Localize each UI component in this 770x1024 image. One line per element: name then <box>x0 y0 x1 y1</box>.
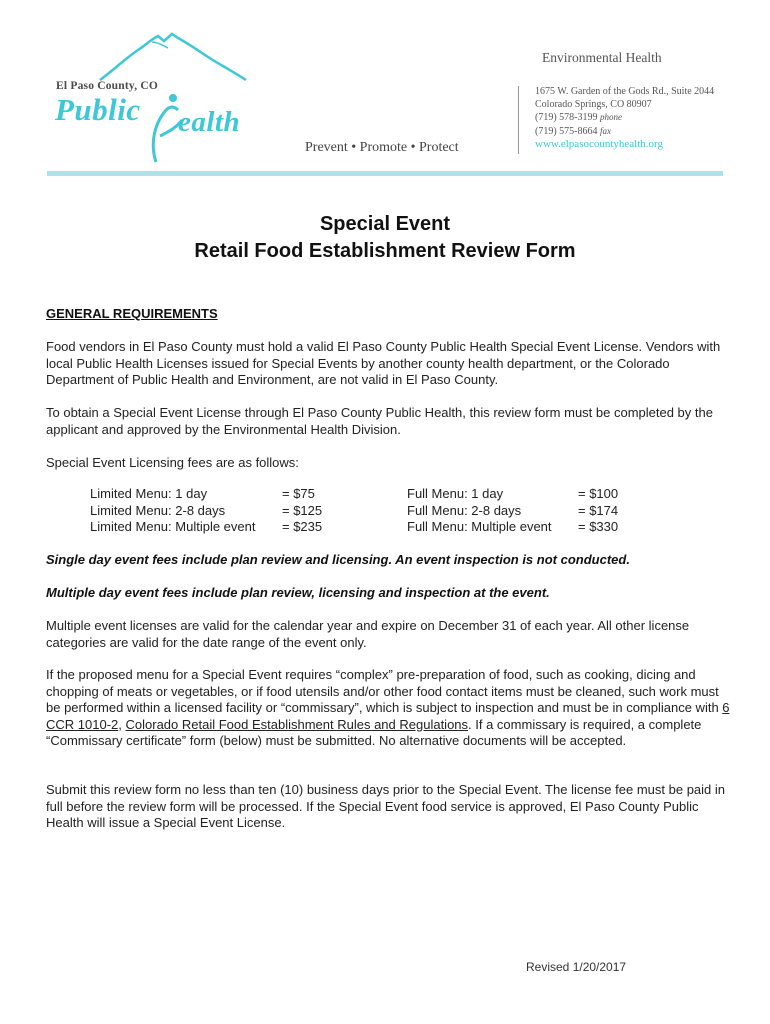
fee-price-full: = $174 <box>578 502 619 518</box>
fee-label-full: Full Menu: Multiple event <box>407 519 552 534</box>
fax-line <box>535 125 714 138</box>
header-divider <box>518 86 519 154</box>
fee-price-limited: = $125 <box>282 502 323 518</box>
fee-label-full: Full Menu: 1 day <box>407 486 504 501</box>
fee-label-full: Full Menu: 2-8 days <box>407 502 522 518</box>
commissary-text-end: . If a commissary is required, a complete “Commissary certificate” form (below) must be submitted. No alternative documents will be accepted. <box>46 716 702 748</box>
header-rule <box>47 171 723 176</box>
fee-row <box>0 519 770 536</box>
paragraph-commissary <box>46 667 736 750</box>
fee-row <box>0 486 770 503</box>
fax-number: (719) 575-8664 <box>535 125 598 137</box>
phone-label: phone <box>600 112 622 123</box>
paragraph-license-requirement: Food vendors in El Paso County must hold a valid El Paso County Public Health Special Event License. Vendors with local Public Health Licenses issued for Special Events by another county health department, or the Colorado Department of Public Health and Environment, are not valid in El Paso County. <box>46 339 721 387</box>
paragraph-submission: Submit this review form no less than ten (10) business days prior to the Special Event. The license fee must be paid in full before the review form will be processed. If the Special Event food service is approved, El Paso County Public Health will issue a Special Event License. <box>46 782 725 830</box>
revision-date: Revised 1/20/2017 <box>526 960 627 974</box>
mountain-logo-icon <box>98 28 248 84</box>
rules-link[interactable]: Colorado Retail Food Establishment Rules and Regulations <box>125 716 469 732</box>
brand-health-text: ealth <box>178 106 241 138</box>
county-label: El Paso County, CO <box>56 80 159 92</box>
title-line-2: Retail Food Establishment Review Form <box>194 240 576 262</box>
note-multiple-day: Multiple day event fees include plan review, licensing and inspection at the event. <box>46 585 550 600</box>
fax-label: fax <box>600 125 611 136</box>
document-title <box>0 211 770 265</box>
title-line-1: Special Event <box>319 213 451 235</box>
department-name: Environmental Health <box>542 50 662 65</box>
section-heading: GENERAL REQUIREMENTS <box>46 306 218 321</box>
website-link[interactable]: www.elpasocountyhealth.org <box>535 137 663 150</box>
link-separator: , <box>118 716 126 732</box>
fees-intro: Special Event Licensing fees are as follows: <box>46 455 299 470</box>
paragraph-review-form: To obtain a Special Event License through El Paso County Public Health, this review form must be completed by the applicant and approved by the Environmental Health Division. <box>46 405 713 437</box>
paragraph-validity: Multiple event licenses are valid for the calendar year and expire on December 31 of each year. All other license categories are valid for the date range of the event only. <box>46 618 690 650</box>
phone-number: (719) 578-3199 <box>535 112 598 124</box>
fee-label-limited: Limited Menu: Multiple event <box>90 519 256 534</box>
fee-price-full: = $100 <box>578 486 619 501</box>
note-single-day: Single day event fees include plan review and licensing. An event inspection is not conducted. <box>46 552 630 567</box>
phone-line <box>535 111 714 124</box>
address-line-2: Colorado Springs, CO 80907 <box>535 99 652 111</box>
fee-label-limited: Limited Menu: 2-8 days <box>90 502 226 518</box>
brand-public-text: Public <box>55 92 141 127</box>
commissary-text-start: If the proposed menu for a Special Event requires “complex” pre-preparation of food, such as cooking, dicing and chopping of meats or vegetables, or if food utensils and/or other food contact items must be cleaned, such work must be performed within a licensed facility or “commissary”, which is subject to inspection and must be in compliance with <box>46 667 723 715</box>
fee-price-full: = $330 <box>578 519 619 534</box>
address-line-1: 1675 W. Garden of the Gods Rd., Suite 2044 <box>535 86 715 97</box>
fee-price-limited: = $235 <box>282 519 323 534</box>
fee-label-limited: Limited Menu: 1 day <box>90 486 208 501</box>
fee-table <box>0 486 770 536</box>
fee-price-limited: = $75 <box>282 486 315 501</box>
fee-row <box>0 503 770 520</box>
contact-block <box>535 85 714 151</box>
ccr-link[interactable]: 6 CCR 1010-2 <box>46 700 730 732</box>
tagline: Prevent • Promote • Protect <box>305 140 459 155</box>
